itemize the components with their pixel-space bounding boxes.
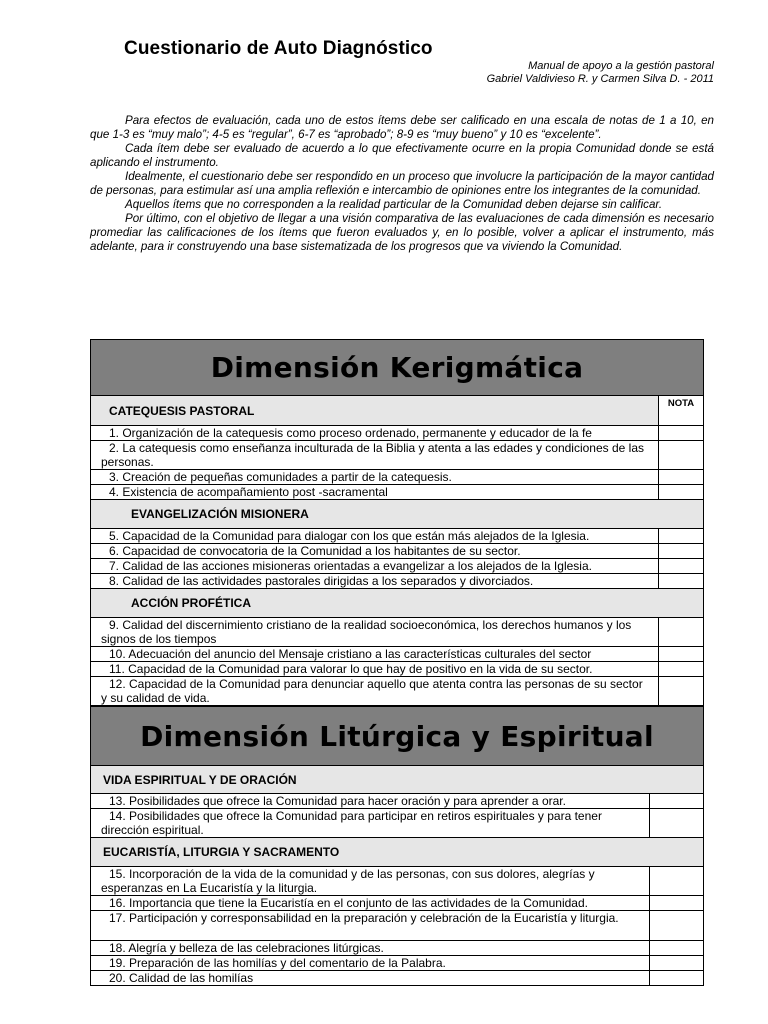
score-cell[interactable] bbox=[649, 911, 703, 940]
item-row bbox=[91, 544, 703, 559]
item-row bbox=[91, 470, 703, 485]
item-row bbox=[91, 971, 703, 985]
score-cell[interactable] bbox=[658, 647, 703, 661]
item-row bbox=[91, 426, 703, 441]
nota-column-header: NOTA bbox=[658, 396, 703, 425]
item-row bbox=[91, 618, 703, 647]
instructions bbox=[90, 114, 714, 254]
item-text: 15. Incorporación de la vida de la comunidad y de las personas, con sus dolores, alegrías y esperanzas en La Eucaristía y la liturgia. bbox=[101, 867, 595, 895]
instruction-paragraph: Aquellos ítems que no corresponden a la realidad particular de la Comunidad deben dejarse sin calificar. bbox=[125, 198, 663, 211]
item-row bbox=[91, 867, 703, 896]
item-text: 4. Existencia de acompañamiento post -sacramental bbox=[109, 485, 388, 499]
item-text: 17. Participación y corresponsabilidad en la preparación y celebración de la Eucaristía y liturgia. bbox=[109, 911, 619, 925]
score-cell[interactable] bbox=[649, 794, 703, 808]
item-text: 19. Preparación de las homilías y del comentario de la Palabra. bbox=[109, 956, 446, 970]
item-text: 14. Posibilidades que ofrece la Comunidad para participar en retiros espirituales y para tener dirección espiritual. bbox=[101, 809, 602, 837]
score-cell[interactable] bbox=[658, 544, 703, 558]
item-row bbox=[91, 896, 703, 911]
item-text: 8. Calidad de las actividades pastorales dirigidas a los separados y divorciados. bbox=[109, 574, 534, 588]
item-text: 20. Calidad de las homilías bbox=[109, 971, 254, 985]
section-catequesis bbox=[91, 396, 703, 426]
item-row bbox=[91, 941, 703, 956]
item-row bbox=[91, 485, 703, 500]
item-text: 1. Organización de la catequesis como proceso ordenado, permanente y educador de la fe bbox=[109, 426, 592, 440]
item-text: 6. Capacidad de convocatoria de la Comunidad a los habitantes de su sector. bbox=[109, 544, 521, 558]
item-row bbox=[91, 574, 703, 589]
item-row bbox=[91, 677, 703, 706]
meta-manual: Manual de apoyo a la gestión pastoral bbox=[528, 60, 714, 72]
score-cell[interactable] bbox=[658, 529, 703, 543]
item-row bbox=[91, 559, 703, 574]
section-vida-espiritual bbox=[91, 766, 703, 794]
section-label: EUCARISTÍA, LITURGIA Y SACRAMENTO bbox=[103, 845, 340, 859]
instruction-paragraph: Por último, con el objetivo de llegar a una visión comparativa de las evaluaciones de cada dimensión es necesario promediar las calificaciones de los ítems que fueron evaluados y, en lo posible, volver a aplicar el instrumento, más adelante, para ir construyendo una base sistematizada de los progresos que va viviendo la Comunidad. bbox=[90, 212, 714, 253]
score-cell[interactable] bbox=[658, 677, 703, 705]
score-cell[interactable] bbox=[658, 470, 703, 484]
item-text: 13. Posibilidades que ofrece la Comunidad para hacer oración y para aprender a orar. bbox=[109, 794, 566, 808]
section-label: CATEQUESIS PASTORAL bbox=[109, 403, 255, 418]
item-row bbox=[91, 911, 703, 941]
item-text: 16. Importancia que tiene la Eucaristía en el conjunto de las actividades de la Comunidad. bbox=[109, 896, 588, 910]
questionnaire-table bbox=[90, 339, 704, 986]
item-row bbox=[91, 647, 703, 662]
item-text: 7. Calidad de las acciones misioneras orientadas a evangelizar a los alejados de la Iglesia. bbox=[109, 559, 592, 573]
document-meta bbox=[414, 60, 714, 86]
item-row bbox=[91, 956, 703, 971]
score-cell[interactable] bbox=[649, 867, 703, 895]
item-text: 11. Capacidad de la Comunidad para valorar lo que hay de positivo en la vida de su sector. bbox=[109, 662, 593, 676]
score-cell[interactable] bbox=[658, 574, 703, 588]
section-label: ACCIÓN PROFÉTICA bbox=[131, 596, 251, 610]
item-row bbox=[91, 441, 703, 470]
item-text: 18. Alegría y belleza de las celebraciones litúrgicas. bbox=[109, 941, 384, 955]
item-text: 12. Capacidad de la Comunidad para denunciar aquello que atenta contra las personas de su sector y su calidad de vida. bbox=[101, 677, 643, 705]
section-label: VIDA ESPIRITUAL Y DE ORACIÓN bbox=[103, 772, 297, 787]
item-text: 3. Creación de pequeñas comunidades a partir de la catequesis. bbox=[109, 470, 452, 484]
item-row bbox=[91, 662, 703, 677]
instruction-paragraph: Para efectos de evaluación, cada uno de estos ítems debe ser calificado en una escala de notas de 1 a 10, en que 1-3 es “muy malo”; 4-5 es “regular”, 6-7 es “aprobado”; 8-9 es “muy bueno” y 10 es “excelente”. bbox=[90, 114, 714, 141]
score-cell[interactable] bbox=[658, 426, 703, 440]
score-cell[interactable] bbox=[658, 559, 703, 573]
dimension-header-liturgica: Dimensión Litúrgica y Espiritual bbox=[91, 706, 703, 766]
score-cell[interactable] bbox=[658, 662, 703, 676]
document-title: Cuestionario de Auto Diagnóstico bbox=[124, 38, 433, 59]
section-evangelizacion bbox=[91, 500, 703, 529]
item-text: 5. Capacidad de la Comunidad para dialogar con los que están más alejados de la Iglesia. bbox=[109, 529, 590, 543]
score-cell[interactable] bbox=[649, 941, 703, 955]
instruction-paragraph: Cada ítem debe ser evaluado de acuerdo a lo que efectivamente ocurre en la propia Comunidad donde se está aplicando el instrumento. bbox=[90, 142, 714, 169]
score-cell[interactable] bbox=[649, 809, 703, 837]
section-eucaristia bbox=[91, 838, 703, 867]
section-label: EVANGELIZACIÓN MISIONERA bbox=[131, 507, 309, 521]
section-accion-profetica bbox=[91, 589, 703, 618]
score-cell[interactable] bbox=[649, 896, 703, 910]
item-row bbox=[91, 529, 703, 544]
item-row bbox=[91, 809, 703, 838]
score-cell[interactable] bbox=[658, 485, 703, 499]
item-text: 9. Calidad del discernimiento cristiano de la realidad socioeconómica, los derechos humanos y los signos de los tiempos bbox=[101, 618, 632, 646]
score-cell[interactable] bbox=[649, 971, 703, 985]
dimension-header-kerigmatica: Dimensión Kerigmática bbox=[91, 340, 703, 396]
item-row bbox=[91, 794, 703, 809]
item-text: 10. Adecuación del anuncio del Mensaje cristiano a las características culturales del sector bbox=[109, 647, 592, 661]
instruction-paragraph: Idealmente, el cuestionario debe ser respondido en un proceso que involucre la participación de la mayor cantidad de personas, para estimular así una amplia reflexión e intercambio de opiniones entre los integrantes de la comunidad. bbox=[90, 170, 714, 197]
score-cell[interactable] bbox=[658, 441, 703, 469]
score-cell[interactable] bbox=[658, 618, 703, 646]
score-cell[interactable] bbox=[649, 956, 703, 970]
meta-authors: Gabriel Valdivieso R. y Carmen Silva D. - 2011 bbox=[486, 73, 714, 85]
item-text: 2. La catequesis como enseñanza inculturada de la Biblia y atenta a las edades y condiciones de las personas. bbox=[101, 441, 645, 469]
